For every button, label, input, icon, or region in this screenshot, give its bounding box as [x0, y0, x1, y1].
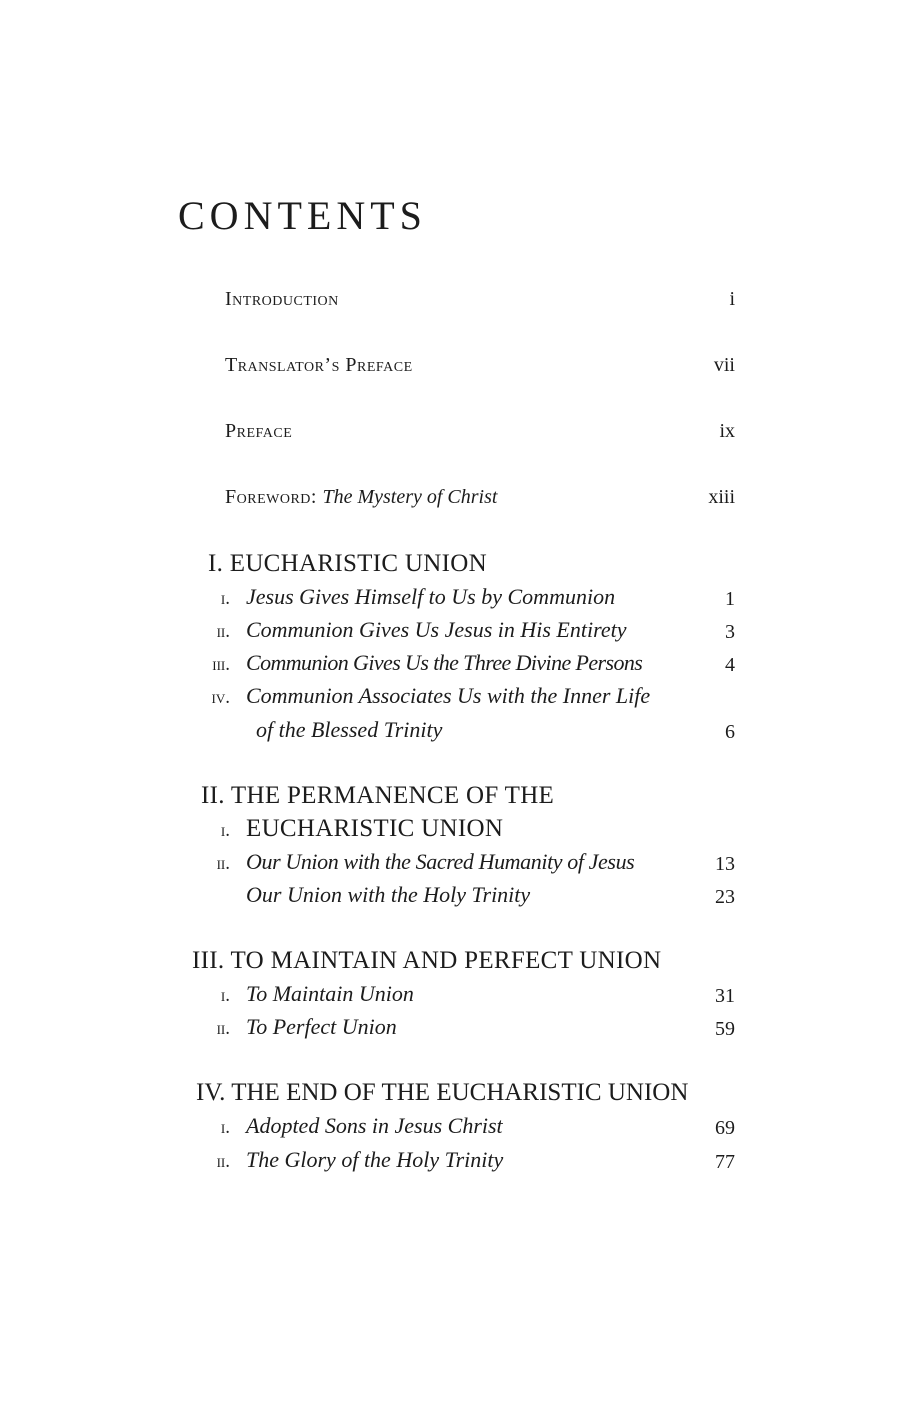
- chapter-number: ii.: [216, 1018, 230, 1039]
- foreword-subtitle: The Mystery of Christ: [322, 486, 498, 508]
- chapter-number: i.: [220, 985, 230, 1006]
- chapter-number: i.: [220, 820, 230, 841]
- page-number: 69: [715, 1117, 735, 1139]
- page-number: 4: [725, 654, 735, 676]
- part-title-continuation: EUCHARISTIC UNION: [246, 815, 504, 842]
- page-title: CONTENTS: [178, 193, 427, 238]
- part-heading: [196, 1079, 688, 1107]
- chapter-number: ii.: [216, 1151, 230, 1172]
- chapter-number: ii.: [216, 621, 230, 642]
- page-number: 31: [715, 985, 735, 1007]
- toc-entry[interactable]: Communion Gives Us Jesus in His Entirety: [246, 617, 627, 642]
- toc-entry[interactable]: To Maintain Union: [246, 981, 414, 1006]
- toc-entry[interactable]: Communion Associates Us with the Inner Life: [246, 683, 651, 708]
- toc-entry[interactable]: Our Union with the Holy Trinity: [246, 882, 531, 907]
- toc-preface[interactable]: Preface: [225, 420, 293, 442]
- part-heading: [192, 947, 661, 975]
- toc-entry[interactable]: Communion Gives Us the Three Divine Persons: [246, 650, 643, 675]
- toc-entry[interactable]: Jesus Gives Himself to Us by Communion: [246, 584, 616, 609]
- toc-translators-preface[interactable]: Translator’s Preface: [225, 354, 413, 376]
- part-heading: [201, 782, 554, 810]
- page-number: 59: [715, 1018, 735, 1040]
- page-number: 23: [715, 886, 735, 908]
- chapter-number: ii.: [216, 853, 230, 874]
- page-number: 1: [725, 588, 735, 610]
- toc-introduction[interactable]: Introduction: [225, 288, 339, 310]
- chapter-number: i.: [220, 588, 230, 609]
- toc-entry[interactable]: Our Union with the Sacred Humanity of Jesus: [246, 849, 635, 874]
- part-title: EUCHARISTIC UNION: [229, 550, 487, 577]
- chapter-number: iv.: [211, 687, 230, 708]
- page-number: 77: [715, 1151, 735, 1173]
- page-number: 6: [725, 721, 735, 743]
- part-numeral: I.: [208, 550, 224, 577]
- part-title: THE PERMANENCE OF THE: [230, 782, 555, 809]
- page-number: xiii: [708, 486, 735, 508]
- chapter-number: i.: [220, 1117, 230, 1138]
- toc-entry[interactable]: The Glory of the Holy Trinity: [246, 1147, 504, 1172]
- page-number: i: [729, 288, 735, 310]
- toc-entry-continuation[interactable]: of the Blessed Trinity: [256, 717, 443, 742]
- part-numeral: III.: [192, 947, 225, 974]
- page-number: 3: [725, 621, 735, 643]
- part-title: TO MAINTAIN AND PERFECT UNION: [230, 947, 662, 974]
- part-heading: [208, 550, 487, 578]
- part-numeral: IV.: [196, 1079, 226, 1106]
- toc-entry[interactable]: To Perfect Union: [246, 1014, 397, 1039]
- part-title: THE END OF THE EUCHARISTIC UNION: [231, 1079, 689, 1106]
- toc-entry[interactable]: Adopted Sons in Jesus Christ: [246, 1113, 503, 1138]
- chapter-number: iii.: [212, 654, 230, 675]
- page-number: vii: [713, 354, 735, 376]
- toc-foreword[interactable]: [225, 486, 497, 509]
- page-number: 13: [715, 853, 735, 875]
- foreword-label: Foreword:: [225, 486, 317, 508]
- part-numeral: II.: [201, 782, 225, 809]
- page-number: ix: [719, 420, 735, 442]
